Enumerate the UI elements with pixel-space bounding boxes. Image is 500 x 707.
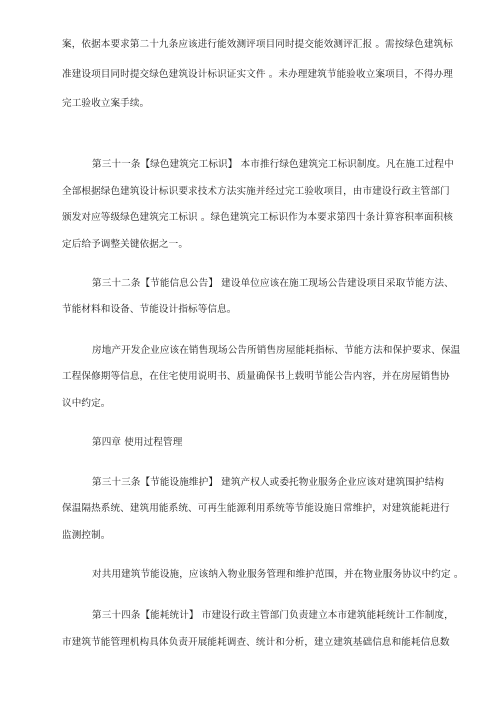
text-line: 定后给予调整关键依据之一。	[62, 239, 189, 250]
text-line: 准建设项目同时提交绿色建筑设计标识证实文件 。未办理建筑节能验收立案项目，不得办理	[62, 69, 453, 80]
text-line: 全部根据绿色建筑设计标识要求技术方法实施并经过完工验收项目，由市建设行政主管部门	[62, 186, 450, 197]
chapter-heading: 第四章 使用过程管理	[92, 437, 183, 448]
article-32-heading-line: 第三十二条【节能信息公告】 建设单位应该在施工现场公告建设项目采取节能方法、	[92, 278, 454, 289]
text-line: 议中约定。	[62, 398, 111, 409]
article-33-heading-line: 第三十三条【节能设施维护】 建筑产权人或委托物业服务企业应该对建筑围护结构	[92, 477, 445, 488]
text-line: 房地产开发企业应该在销售现场公告所销售房屋能耗指标、节能方法和保护要求、保温	[92, 345, 461, 356]
text-line: 监测控制。	[62, 530, 111, 541]
text-line: 市建筑节能管理机构具体负责开展能耗调查、统计和分析，建立建筑基础信息和能耗信息数	[62, 637, 450, 648]
text-line: 节能材料和设备、节能设计指标等信息。	[62, 304, 237, 315]
text-line: 颁发对应等级绿色建筑完工标识 。绿色建筑完工标识作为本要求第四十条计算容积率面积核	[62, 212, 453, 223]
text-line: 案，依据本要求第二十九条应该进行能效测评项目同时提交能效测评汇报 。需按绿色建筑标	[62, 39, 453, 50]
text-line: 完工验收立案手续。	[62, 98, 150, 109]
article-31-heading-line: 第三十一条【绿色建筑完工标识】 本市推行绿色建筑完工标识制度。凡在施工过程中	[92, 159, 454, 170]
article-34-heading-line: 第三十四条【能耗统计】 市建设行政主管部门负责建立本市建筑能耗统计工作制度，	[92, 610, 454, 621]
text-line: 对共用建筑节能设施，应该纳入物业服务管理和维护范围，并在物业服务协议中约定 。	[92, 569, 464, 580]
text-line: 保温隔热系统、建筑用能系统、可再生能源利用系统等节能设施日常维护，对建筑能耗进行	[62, 503, 450, 514]
text-line: 工程保修期等信息，在住宅使用说明书、质量确保书上载明节能公告内容，并在房屋销售协	[62, 371, 450, 382]
